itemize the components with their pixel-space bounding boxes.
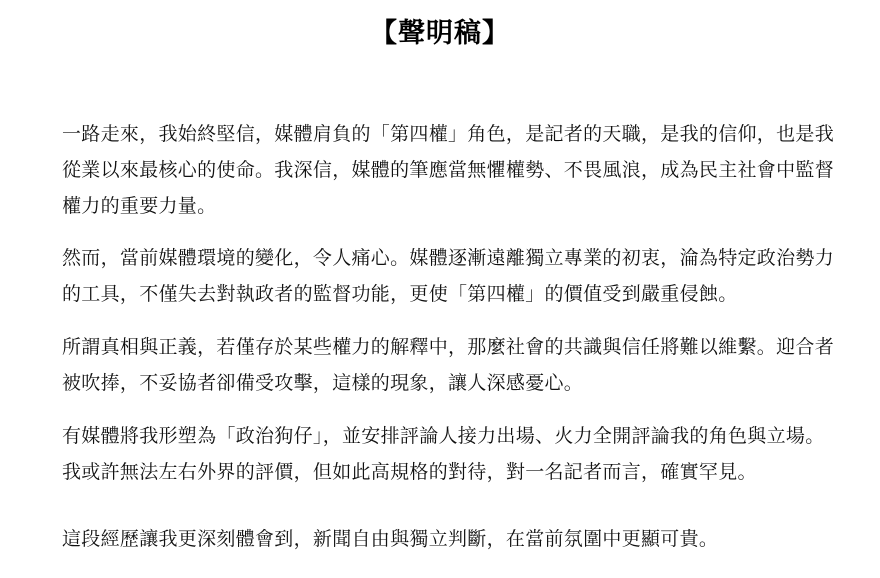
paragraph-3 xyxy=(62,329,862,401)
paragraph-1 xyxy=(62,116,862,224)
document-title: 【聲明稿】 xyxy=(370,18,510,49)
paragraph-5 xyxy=(62,521,862,557)
paragraph-4 xyxy=(62,418,862,490)
paragraph-line: 這段經歷讓我更深刻體會到，新聞自由與獨立判斷，在當前氛圍中更顯可貴。 xyxy=(62,528,719,550)
paragraph-line: 被吹捧，不妥協者卻備受攻擊，這樣的現象，讓人深感憂心。 xyxy=(62,372,584,394)
paragraph-line: 我或許無法左右外界的評價，但如此高規格的對待，對一名記者而言，確實罕見。 xyxy=(62,461,757,483)
paragraph-line: 權力的重要力量。 xyxy=(62,195,217,217)
paragraph-line: 一路走來，我始終堅信，媒體肩負的「第四權」角色，是記者的天職，是我的信仰，也是我 xyxy=(62,123,835,145)
paragraph-line: 從業以來最核心的使命。我深信，媒體的筆應當無懼權勢、不畏風浪，成為民主社會中監督 xyxy=(62,159,835,181)
paragraph-line: 的工具，不僅失去對執政者的監督功能，更使「第四權」的價值受到嚴重侵蝕。 xyxy=(62,283,738,305)
paragraph-line: 有媒體將我形塑為「政治狗仔」，並安排評論人接力出場、火力全開評論我的角色與立場。 xyxy=(62,425,825,447)
paragraph-line: 然而，當前媒體環境的變化，令人痛心。媒體逐漸遠離獨立專業的初衷，淪為特定政治勢力 xyxy=(62,247,835,269)
paragraph-2 xyxy=(62,240,862,312)
paragraph-line: 所謂真相與正義，若僅存於某些權力的解釋中，那麼社會的共識與信任將難以維繫。迎合者 xyxy=(62,336,835,358)
